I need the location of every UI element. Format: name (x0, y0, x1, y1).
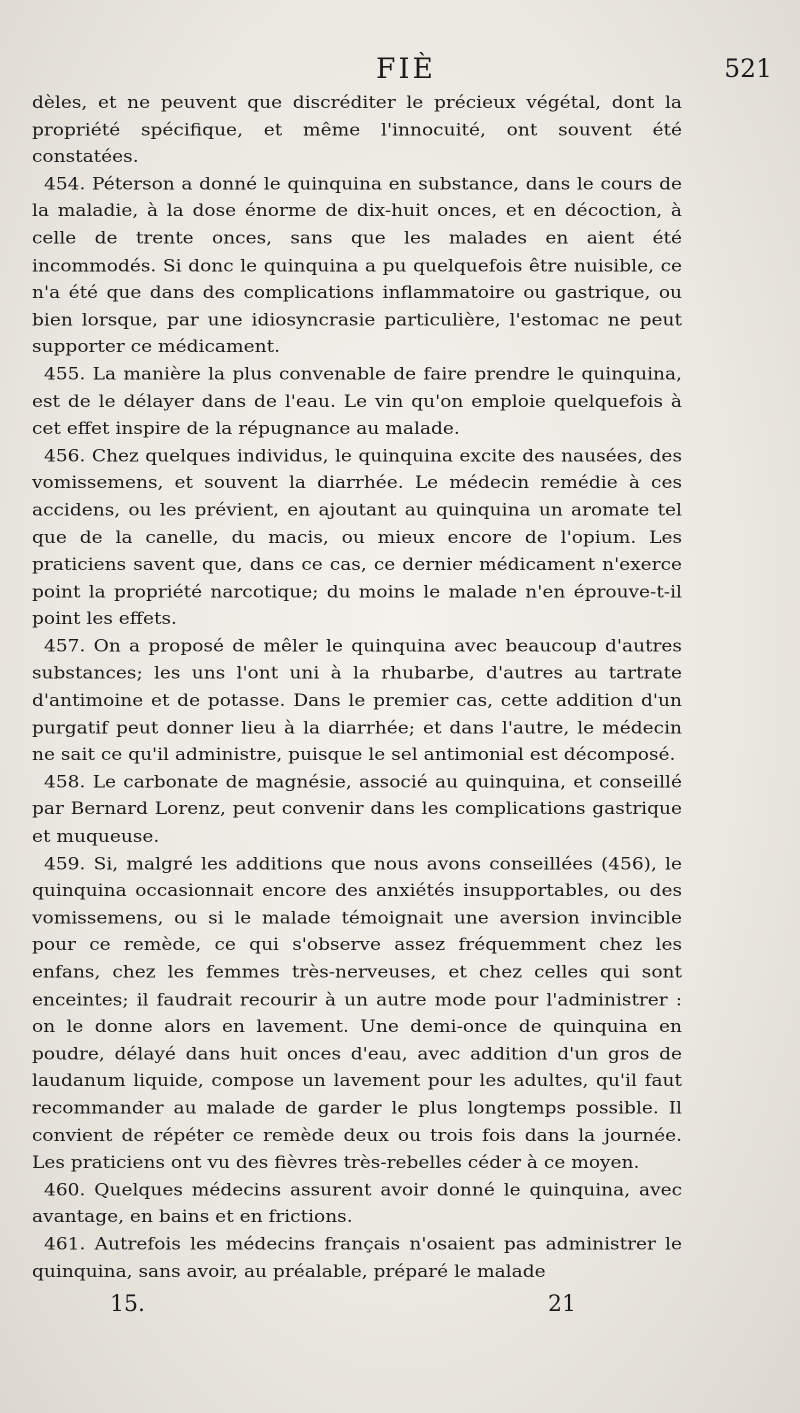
paragraph-text: Si, malgré les additions que nous avons conseillées (456), le quinquina occasionnait encore des anxiétés insupportables, ou des vomissemens, ou si le malade témoignait une aversion invincible pour ce remède, ce qui s'observe assez fréquemment chez les enfans, chez les femmes très-nerveuses, et chez celles qui sont enceintes; il faudrait recourir à un autre mode pour l'administrer : on le donne alors en lavement. Une demi-once de quinquina en poudre, délayé dans huit onces d'eau, avec addition d'un gros de laudanum liquide, compose un lavement pour les adultes, qu'il faut recommander au malade de garder le plus longtemps possible. Il convient de répéter ce remède deux ou trois fois dans la journée. Les praticiens ont vu des fièvres très-rebelles céder à ce moyen. (32, 854, 682, 1173)
running-head: FIÈ (376, 52, 436, 85)
paragraph-text: dèles, et ne peuvent que discréditer le précieux végétal, dont la propriété spécifique, et même l'innocuité, ont souvent été constatées. (32, 93, 682, 167)
page-footer (32, 1292, 780, 1324)
page-number: 521 (724, 54, 772, 83)
paragraph-455 (32, 362, 682, 444)
paragraph-number: 458. (44, 773, 86, 792)
paragraph-text: Péterson a donné le quinquina en substance, dans le cours de la maladie, à la dose énorme de dix-huit onces, et en décoction, à celle de trente onces, sans que les malades en aient été incommodés. Si donc le quinquina a pu quelquefois être nuisible, ce n'a été que dans des complications inflammatoire ou gastrique, ou bien lorsque, par une idiosyncrasie particulière, l'estomac ne peut supporter ce médicament. (32, 175, 682, 357)
paragraph-458 (32, 770, 682, 852)
paragraph-454 (32, 172, 682, 362)
paragraph-number: 456. (44, 446, 86, 466)
paragraph-457 (32, 634, 682, 770)
paragraph-number: 460. (44, 1180, 86, 1200)
paragraph-number: 454. (44, 175, 86, 194)
body-text (32, 90, 682, 1286)
paragraph-text: Autrefois les médecins français n'osaient pas administrer le quinquina, sans avoir, au préalable, préparé le malade (32, 1235, 682, 1282)
paragraph-continuation (32, 90, 682, 172)
paragraph-number: 461. (44, 1235, 86, 1255)
paragraph-text: Le carbonate de magnésie, associé au quinquina, et conseillé par Bernard Lorenz, peut convenir dans les complications gastrique et muqueuse. (32, 773, 682, 847)
paragraph-461 (32, 1232, 682, 1286)
paragraph-number: 457. (44, 637, 86, 656)
paragraph-456 (32, 443, 682, 633)
paragraph-459 (32, 851, 682, 1177)
page-header (32, 52, 780, 92)
paragraph-number: 455. (44, 365, 86, 385)
sheet-number: 21 (548, 1292, 576, 1317)
paragraph-text: Quelques médecins assurent avoir donné le quinquina, avec avantage, en bains et en frictions. (32, 1180, 682, 1227)
paragraph-460 (32, 1177, 682, 1231)
paragraph-text: La manière la plus convenable de faire prendre le quinquina, est de le délayer dans de l'eau. Le vin qu'on emploie quelquefois à cet effet inspire de la répugnance au malade. (32, 365, 682, 439)
paragraph-number: 459. (44, 854, 86, 874)
paragraph-text: Chez quelques individus, le quinquina excite des nausées, des vomissemens, et souvent la diarrhée. Le médecin remédie à ces accidens, ou les prévient, en ajoutant au quinquina un aromate tel que de la canelle, du macis, ou mieux encore de l'opium. Les praticiens savent que, dans ce cas, ce dernier médicament n'exerce point la propriété narcotique; du moins le malade n'en éprouve-t-il point les effets. (32, 446, 682, 629)
paragraph-text: On a proposé de mêler le quinquina avec beaucoup d'autres substances; les uns l'ont uni à la rhubarbe, d'autres au tartrate d'antimoine et de potasse. Dans le premier cas, cette addition d'un purgatif peut donner lieu à la diarrhée; et dans l'autre, le médecin ne sait ce qu'il administre, puisque le sel antimonial est décomposé. (32, 637, 682, 765)
signature-mark: 15. (110, 1292, 145, 1317)
